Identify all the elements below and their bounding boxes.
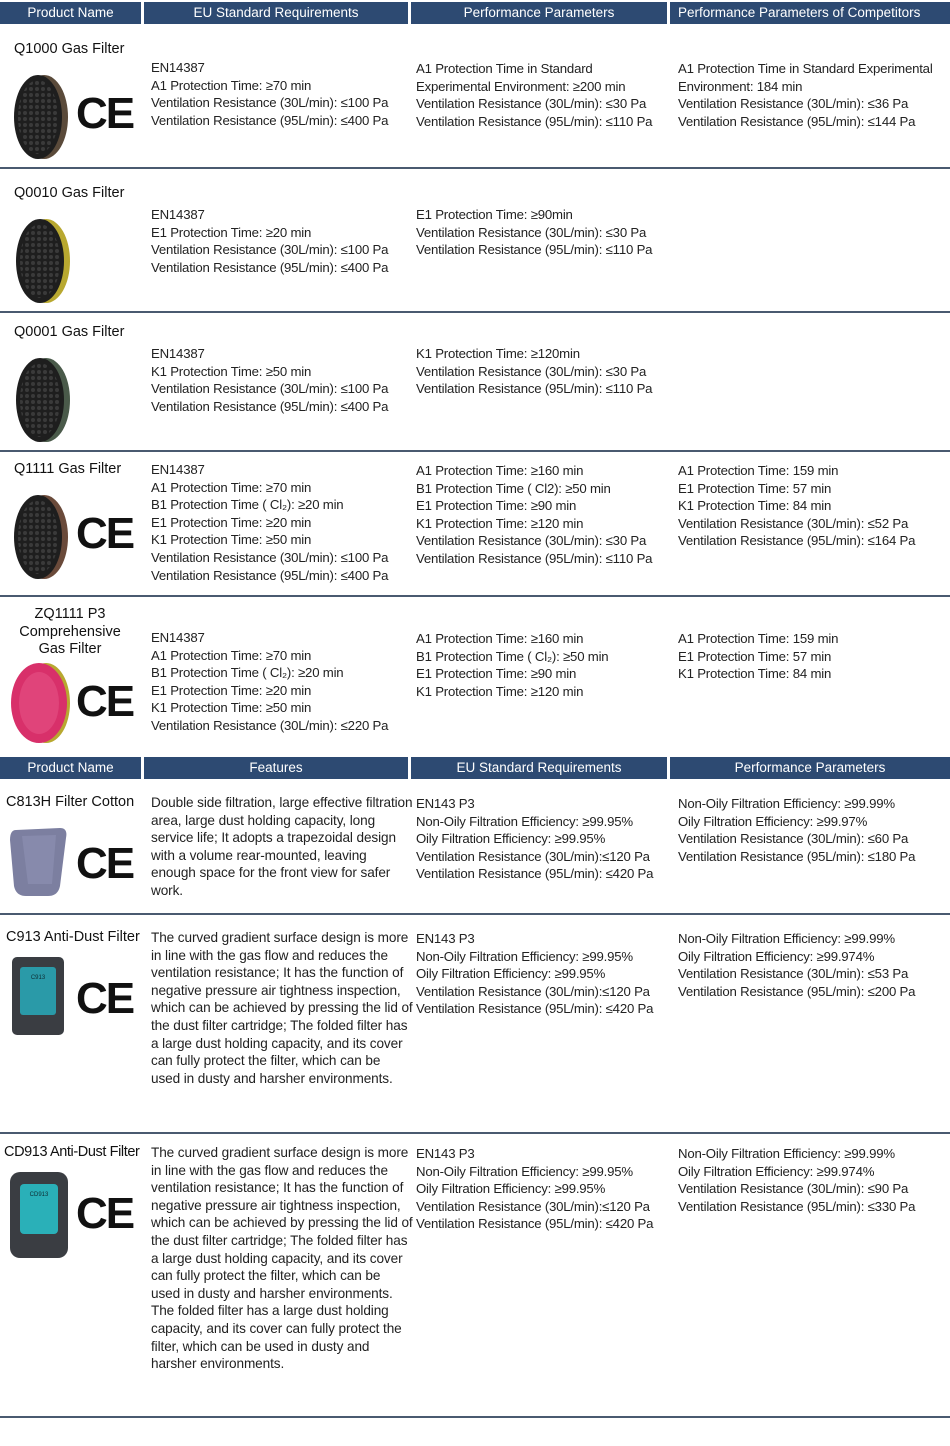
header-product-name: Product Name: [0, 2, 141, 24]
gas-filter-image: [12, 218, 72, 304]
eu-requirements: EN143 P3 Non-Oily Filtration Efficiency: ≥99.95% Oily Filtration Efficiency: ≥99.95% Ventilation Resistance (30L/min):≤120 Pa Ventilation Resistance (95L/min): ≤420 Pa: [416, 931, 654, 1017]
row-separator: [0, 1416, 950, 1418]
gas-filter-image: [8, 660, 72, 746]
performance-parameters: Non-Oily Filtration Efficiency: ≥99.99% Oily Filtration Efficiency: ≥99.974% Ventilation Resistance (30L/min): ≤53 Pa Ventilation Resistance (95L/min): ≤200 Pa: [678, 931, 916, 999]
performance-parameters: E1 Protection Time: ≥90min Ventilation Resistance (30L/min): ≤30 Pa Ventilation Resistance (95L/min): ≤110 Pa: [416, 207, 653, 258]
performance-parameters: A1 Protection Time: ≥160 min B1 Protection Time ( Cl2): ≥50 min E1 Protection Time: ≥90 min K1 Protection Time: ≥120 min Ventilation Resistance (30L/min): ≤30 Pa Ventilation Resistance (95L/min): ≤110 Pa: [416, 463, 653, 566]
gas-filter-image: [12, 357, 72, 443]
ce-mark: CE: [76, 839, 134, 888]
ce-mark: CE: [76, 1189, 134, 1238]
product-name: ZQ1111 P3 Comprehensive Gas Filter: [19, 606, 121, 657]
performance-parameters: A1 Protection Time in Standard Experimental Environment: ≥200 min Ventilation Resistance (30L/min): ≤30 Pa Ventilation Resistance (95L/min): ≤110 Pa: [416, 61, 653, 129]
ce-mark: CE: [76, 89, 134, 138]
anti-dust-filter-image: [10, 955, 66, 1037]
anti-dust-filter-image: [8, 1170, 70, 1260]
header-eu-standard-2: EU Standard Requirements: [411, 757, 667, 779]
features: The curved gradient surface design is more in line with the gas flow and reduces the ventilation resistance; It has the function of negative pressure air tightness inspection, which can be achieved by pressing the lid of the dust filter cartridge; The folded filter has a large dust holding capacity, and its cover can fully protect the filter, which can be used in dusty and harsher environments.: [151, 930, 413, 1086]
filter-label-text: CD913: [29, 1192, 49, 1198]
row-separator: [0, 311, 950, 313]
header-performance: Performance Parameters: [411, 2, 667, 24]
performance-parameters: K1 Protection Time: ≥120min Ventilation Resistance (30L/min): ≤30 Pa Ventilation Resistance (95L/min): ≤110 Pa: [416, 346, 653, 397]
product-name: Q1000 Gas Filter: [14, 41, 125, 57]
header-eu-standard: EU Standard Requirements: [144, 2, 408, 24]
eu-requirements: EN14387 E1 Protection Time: ≥20 min Ventilation Resistance (30L/min): ≤100 Pa Ventilation Resistance (95L/min): ≤400 Pa: [151, 207, 389, 275]
filter-cotton-image: [8, 824, 70, 900]
eu-requirements: EN143 P3 Non-Oily Filtration Efficiency: ≥99.95% Oily Filtration Efficiency: ≥99.95% Ventilation Resistance (30L/min):≤120 Pa Ventilation Resistance (95L/min): ≤420 Pa: [416, 1146, 654, 1232]
gas-filter-image: [10, 74, 70, 160]
ce-mark: CE: [76, 974, 134, 1023]
filter-label-text: C913: [30, 975, 46, 981]
row-separator: [0, 167, 950, 169]
ce-mark: CE: [76, 677, 134, 726]
product-name: Q0001 Gas Filter: [14, 324, 125, 340]
features: Double side filtration, large effective filtration area, large dust holding capacity, long service life; It adopts a trapezoidal design with a volume rear-mounted, leaving enough space for the front view for safer work.: [151, 795, 413, 898]
features: The curved gradient surface design is more in line with the gas flow and reduces the ventilation resistance; It has the function of negative pressure air tightness inspection, which can be achieved by pressing the lid of the dust filter cartridge; The folded filter has a large dust holding capacity, and its cover can fully protect the filter, which can be used in dusty and harsher environments. The folded filter has a large dust holding capacity, and its cover can fully protect the filter, which can be used in dusty and harsher environments.: [151, 1145, 413, 1372]
row-separator: [0, 595, 950, 597]
eu-requirements: EN143 P3 Non-Oily Filtration Efficiency: ≥99.95% Oily Filtration Efficiency: ≥99.95% Ventilation Resistance (30L/min):≤120 Pa Ventilation Resistance (95L/min): ≤420 Pa: [416, 796, 654, 882]
header-performance-2: Performance Parameters: [670, 757, 950, 779]
eu-requirements: EN14387 A1 Protection Time: ≥70 min Ventilation Resistance (30L/min): ≤100 Pa Ventilation Resistance (95L/min): ≤400 Pa: [151, 60, 389, 128]
row-separator: [0, 450, 950, 452]
competitor-parameters: A1 Protection Time: 159 min E1 Protection Time: 57 min K1 Protection Time: 84 min Ventilation Resistance (30L/min): ≤52 Pa Ventilation Resistance (95L/min): ≤164 Pa: [678, 463, 916, 549]
performance-parameters: A1 Protection Time: ≥160 min B1 Protection Time ( Cl₂): ≥50 min E1 Protection Time: ≥90 min K1 Protection Time: ≥120 min: [416, 631, 609, 699]
performance-parameters: Non-Oily Filtration Efficiency: ≥99.99% Oily Filtration Efficiency: ≥99.974% Ventilation Resistance (30L/min): ≤90 Pa Ventilation Resistance (95L/min): ≤330 Pa: [678, 1146, 916, 1214]
row-separator: [0, 913, 950, 915]
product-name: C913 Anti-Dust Filter: [6, 929, 140, 945]
competitor-parameters: A1 Protection Time: 159 min E1 Protection Time: 57 min K1 Protection Time: 84 min: [678, 631, 839, 682]
gas-filter-image: [10, 494, 70, 580]
competitor-parameters: A1 Protection Time in Standard Experimental Environment: 184 min Ventilation Resistance (30L/min): ≤36 Pa Ventilation Resistance (95L/min): ≤144 Pa: [678, 61, 933, 129]
product-name: CD913 Anti-Dust Filter: [4, 1144, 140, 1160]
eu-requirements: EN14387 K1 Protection Time: ≥50 min Ventilation Resistance (30L/min): ≤100 Pa Ventilation Resistance (95L/min): ≤400 Pa: [151, 346, 389, 414]
header-competitors: Performance Parameters of Competitors: [670, 2, 950, 24]
eu-requirements: EN14387 A1 Protection Time: ≥70 min B1 Protection Time ( Cl₂): ≥20 min E1 Protection Time: ≥20 min K1 Protection Time: ≥50 min Ventilation Resistance (30L/min): ≤100 Pa Ventilation Resistance (95L/min): ≤400 Pa: [151, 462, 389, 583]
product-name: Q1111 Gas Filter: [14, 461, 122, 477]
product-name: C813H Filter Cotton: [6, 794, 135, 810]
ce-mark: CE: [76, 509, 134, 558]
eu-requirements: EN14387 A1 Protection Time: ≥70 min B1 Protection Time ( Cl₂): ≥20 min E1 Protection Time: ≥20 min K1 Protection Time: ≥50 min Ventilation Resistance (30L/min): ≤220 Pa: [151, 630, 389, 733]
header-product-name-2: Product Name: [0, 757, 141, 779]
header-features: Features: [144, 757, 408, 779]
product-name: Q0010 Gas Filter: [14, 185, 125, 201]
row-separator: [0, 1132, 950, 1134]
performance-parameters: Non-Oily Filtration Efficiency: ≥99.99% Oily Filtration Efficiency: ≥99.97% Ventilation Resistance (30L/min): ≤60 Pa Ventilation Resistance (95L/min): ≤180 Pa: [678, 796, 916, 864]
